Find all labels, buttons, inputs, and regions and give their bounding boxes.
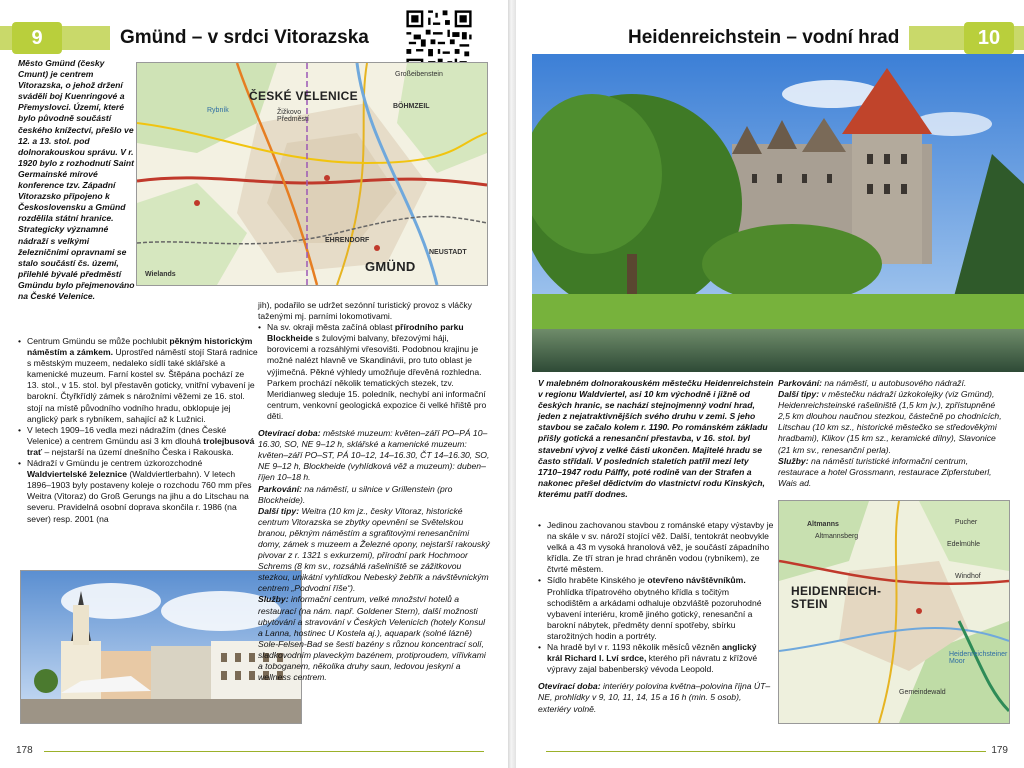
map-label-wielands: Wielands [145,271,176,278]
bullet-paragraph [18,336,258,425]
map-graphic [779,501,1009,723]
right-column-1 [538,520,774,715]
text-run: (Waldviertlerbahn). V letech 1896–1903 byly postaveny koleje o rozchodu 760 mm přes Weitra (Vitoraz) do Groß Gerungs na jihu a do Litschau na severu. Pravidelná osobní doprava skončila r. 1986 (na sever) resp. 2001 (na [27,469,252,524]
book-gutter [508,0,516,768]
map-label-altmannsberg: Altmannsberg [815,533,859,540]
gmund-map [136,62,488,286]
info-hours [538,681,774,714]
map-label-ceske-velenice: ČESKÉ VELENICE [249,89,358,103]
page-title: Gmünd – v srdci Vitorazska [110,22,379,54]
text-run: Prohlídka třípatrového obytného křídla s točitým schodištěm a arkádami odhaluje obzvláště pozoruhodné vybavení interiéru, kromě jiného gotický, renesanční a barokní nábytek, předměty denní spotřeby, sbírku starožitných hodin a portréty. [547,586,762,641]
left-page [0,0,508,768]
text-strong: pěkným historickým náměstím a zámkem. [27,336,253,358]
left-column-1 [18,336,258,525]
text-strong: Waldviertelské železnice [27,469,127,480]
map-label-windhof: Windhof [955,573,981,580]
info-label: Další tipy: [778,389,820,400]
text-run: jih), podařilo se udržet sezónní turistický provoz s vláčky taženými mj. parními lokomotivami. [258,300,472,322]
page-number: 179 [991,745,1008,756]
info-label: Parkování: [778,378,822,388]
info-tips [258,506,490,595]
bullet-paragraph [538,642,774,675]
text-run: Na sv. okraji města začíná oblast [267,322,395,333]
info-text: Weitra (10 km jz., česky Vitoraz, historické centrum Vitorazska se zbytky opevnění se Světelskou branou, pěkným náměstím a sgrafitovými renesančními domy, zámek s muzeem a Železné opony, nejstarší rakouský pivovar z r. 1321 s exkurzemi), přírodní park Hochmoor Schrems (8 km sv., rozsáhlá rašeliniště se zážitkovou stezkou, unikátní vyhlídkou Nebeský žebřík a návštěvnickým centrem „Podvodní říše“). [258,505,490,594]
bullet-paragraph [538,575,774,642]
text-run: Na hradě byl v r. 1193 několik měsíců vězněn [547,642,723,653]
bullet-paragraph [538,520,774,575]
text-strong: trolejbusová trať [27,435,255,457]
info-label: Služby: [778,455,809,466]
bullet-paragraph [18,458,258,525]
text-run: Nádraží v Gmündu je centrem úzkorozchodné [27,458,203,469]
chapter-number-badge: 9 [12,22,62,54]
map-label-heidenreichstein: HEIDENREICH-STEIN [791,584,882,611]
text-run: Uprostřed náměstí stojí Stará radnice s městským muzeem, nedaleko sídlí také sklářské a kamenické muzeum. Farní kostel sv. Štěpána pochází ze 13. stol., v 15. stol. byl přestavěn goticky, vnitřní vybavení je barokní. Čtyřkřídlý zámek s nárožními věžemi ze 16. stol. stojí na místě původního vodního hradu, obklopuje jej anglický park s rybníkem, sahající až k Lužnici. [27,347,258,424]
map-label-neustadt: NEUSTADT [429,249,467,256]
info-services [258,594,490,683]
info-label: Služby: [258,594,289,605]
text-run: Jedinou zachovanou stavbou z románské etapy výstavby je na skále v sv. nároží stojící věž. Další, tentokrát neobvykle velká a 43 m vysoká hranolová věž, je součástí západního křídla. Ze tří stran je hrad chráněn vodou (rybníkem), ze čtvrté městem. [547,520,774,575]
right-column-2 [778,378,1008,489]
info-text: na náměstí, u autobusového nádraží. [821,378,967,388]
bullet-paragraph [258,322,490,422]
info-text: městské muzeum: květen–září PO–PÁ 10–16.30, SO, NE 9–12 h, sklářské a kamenické muzeum: květen–září PO–ST, PÁ 10–12, 14–16.30, ČT 14–16.30, SO, NE 9–12 h, Blockheide (vyhlídková věž a muzeum): duben–říjen 10–18 h. [258,428,490,483]
text-run: Centrum Gmündu se může pochlubit [27,336,170,346]
info-parking [778,378,1008,389]
chapter-number-badge: 10 [964,22,1014,54]
intro-text-column [18,58,136,302]
info-label: Otevírací doba: [538,681,601,692]
info-label: Otevírací doba: [258,428,321,439]
heidenreichstein-map [778,500,1010,724]
intro-paragraph: V malebném dolnorakouském městečku Heidenreichstein v regionu Waldviertel, asi 10 km východně i jižně od českých hranic, se nachází stejnojmenný vodní hrad, jeden z nejatraktivnějších svého druhu v zemi. S jeho stavbou se začalo kolem r. 1190. Po románském základu přišly gotická a renesanční přestavba, v 16. stol. byl stavební vývoj z velké části ukončen. Majitelé hradu se často střídali. V posledních staletích patřil mezi lety 1710–1947 rodu Pálffy, poté rodině van der Strafen a nakonec přešel dědictvím do vlastnictví rodu Kinských, kterému patří dodnes. [538,378,774,499]
map-label-gmund: GMÜND [365,259,416,274]
info-text: informační centrum, velké množství hotelů a restaurací (na nám. např. Goldener Stern), další možnosti ubytování a stravování v Českých Velenicích (hotely Konsul a Lanna, hostinec U Kostela aj.), aquapark (solné lázně) Sole-Felsen-Bad se šesti bazény s různou koncentrací solí, sladkovodním plaveckým bazénem, protiproudem, vířivkami a toboganem, několika druhy saun, ledovou jeskyní a wellness centrem. [258,594,486,683]
castle-photo [532,54,1024,372]
text-run: s žulovými balvany, březovými háji, borovicemi a rozsáhlými vřesovišti. Podobnou krajinu je možné nalézt hlavně ve Skandinávii, pro tuto oblast je výjimečná. Pěkné výhledy umožňuje dřevěná rozhledna. Parkem prochází několik tematických stezek, tzv. Meridianweg sleduje 15. poledník, nechybí ani informační centrum, venkovní geologická expozice či velké hřiště pro děti. [267,333,487,421]
intro-text-column [538,378,774,500]
info-label: Další tipy: [258,505,300,516]
info-text: interiéry polovina května–polovina října ÚT–NE, prohlídky v 9, 10, 11, 14, 15 a 16 h (min. 5 osob), exteriéry volně. [538,681,771,714]
photo-graphic [532,54,1024,372]
info-text: na náměstí turistické informační centrum, restaurace a hotel Grossmann, restaurace Zipferstuberl, Wais ad. [778,455,992,488]
text-run: – nejstarší na území dnešního Česka i Rakouska. [42,446,234,457]
map-label-pucher: Pucher [955,519,978,526]
map-label-altmanns: Altmanns [807,521,839,528]
paragraph [258,300,490,322]
map-label-edelmuhle: Edelmühle [947,541,981,548]
intro-paragraph: Město Gmünd (česky Cmunt) je centrem Vitorazska, o jehož držení sváděli boj Kuenringové a Přemyslovci. Území, které bylo původně součástí českého knížectví, přešlo ve 12. a 13. stol. pod dolnorakouskou správu. V r. 1920 bylo z rozhodnutí Saint Germainské mírové konference tzv. Západní Vitorazsko připojeno k Československu a Gmünd rozdělila státní hranice. Strategicky významné nádraží s velkými železničními opravnami se stalo součástí čs. území, přilehlé bývalé předměstí Gmündu bylo přejmenováno na České Velenice. [18,58,135,301]
info-services [778,456,1008,489]
info-label: Parkování: [258,483,302,494]
text-strong: otevřeno návštěvníkům. [647,575,746,586]
map-label-gemeindewald: Gemeindewald [899,689,946,696]
text-run: kterého při návratu z křížové výpravy zajal babenberský vévoda Leopold. [547,653,758,675]
footer-rule [44,751,484,752]
map-label-zizkovo: Žižkovo Předměstí [277,109,309,123]
bullet-paragraph [18,425,258,458]
map-label-bohmzeil: BÖHMZEIL [393,103,430,110]
map-label-rybnik: Rybník [207,107,229,114]
map-label-ehrendorf: EHRENDORF [325,237,370,244]
text-strong: přírodního parku Blockheide [267,322,464,344]
map-label-moor: Heidenreichsteiner Moor [949,651,1008,665]
text-strong: anglický král Richard I. Lví srdce, [547,642,757,664]
info-text: na náměstí, u silnice v Grillenstein (pro Blockheide). [258,483,453,505]
text-run: Sídlo hraběte Kinského je [547,575,648,586]
info-hours [258,428,490,483]
info-parking [258,484,490,506]
page-number: 178 [16,745,33,756]
left-column-2 [258,300,490,683]
map-label-grosseibenstein: Großeibenstein [395,71,443,78]
text-run: V letech 1909–16 vedla mezi nádražím (dnes České Velenice) a centrem Gmündu asi 3 km dlouhá [27,424,227,446]
page-title: Heidenreichstein – vodní hrad [618,22,909,54]
info-text: v městečku nádraží úzkokolejky (viz Gmünd), Heidenreichsteinské rašeliniště (1,5 km jv.), zpřístupněné 2,5 km dlouhou naučnou stezkou, částečně po chodnících, Litschau (10 km sz., historické městečko se středověkými hradbami), Klikov (15 km sz., keramické dílny), Slavonice (21 km sv., renesanční perla). [778,389,1002,455]
footer-rule [546,751,986,752]
info-tips [778,389,1008,456]
right-page [516,0,1024,768]
